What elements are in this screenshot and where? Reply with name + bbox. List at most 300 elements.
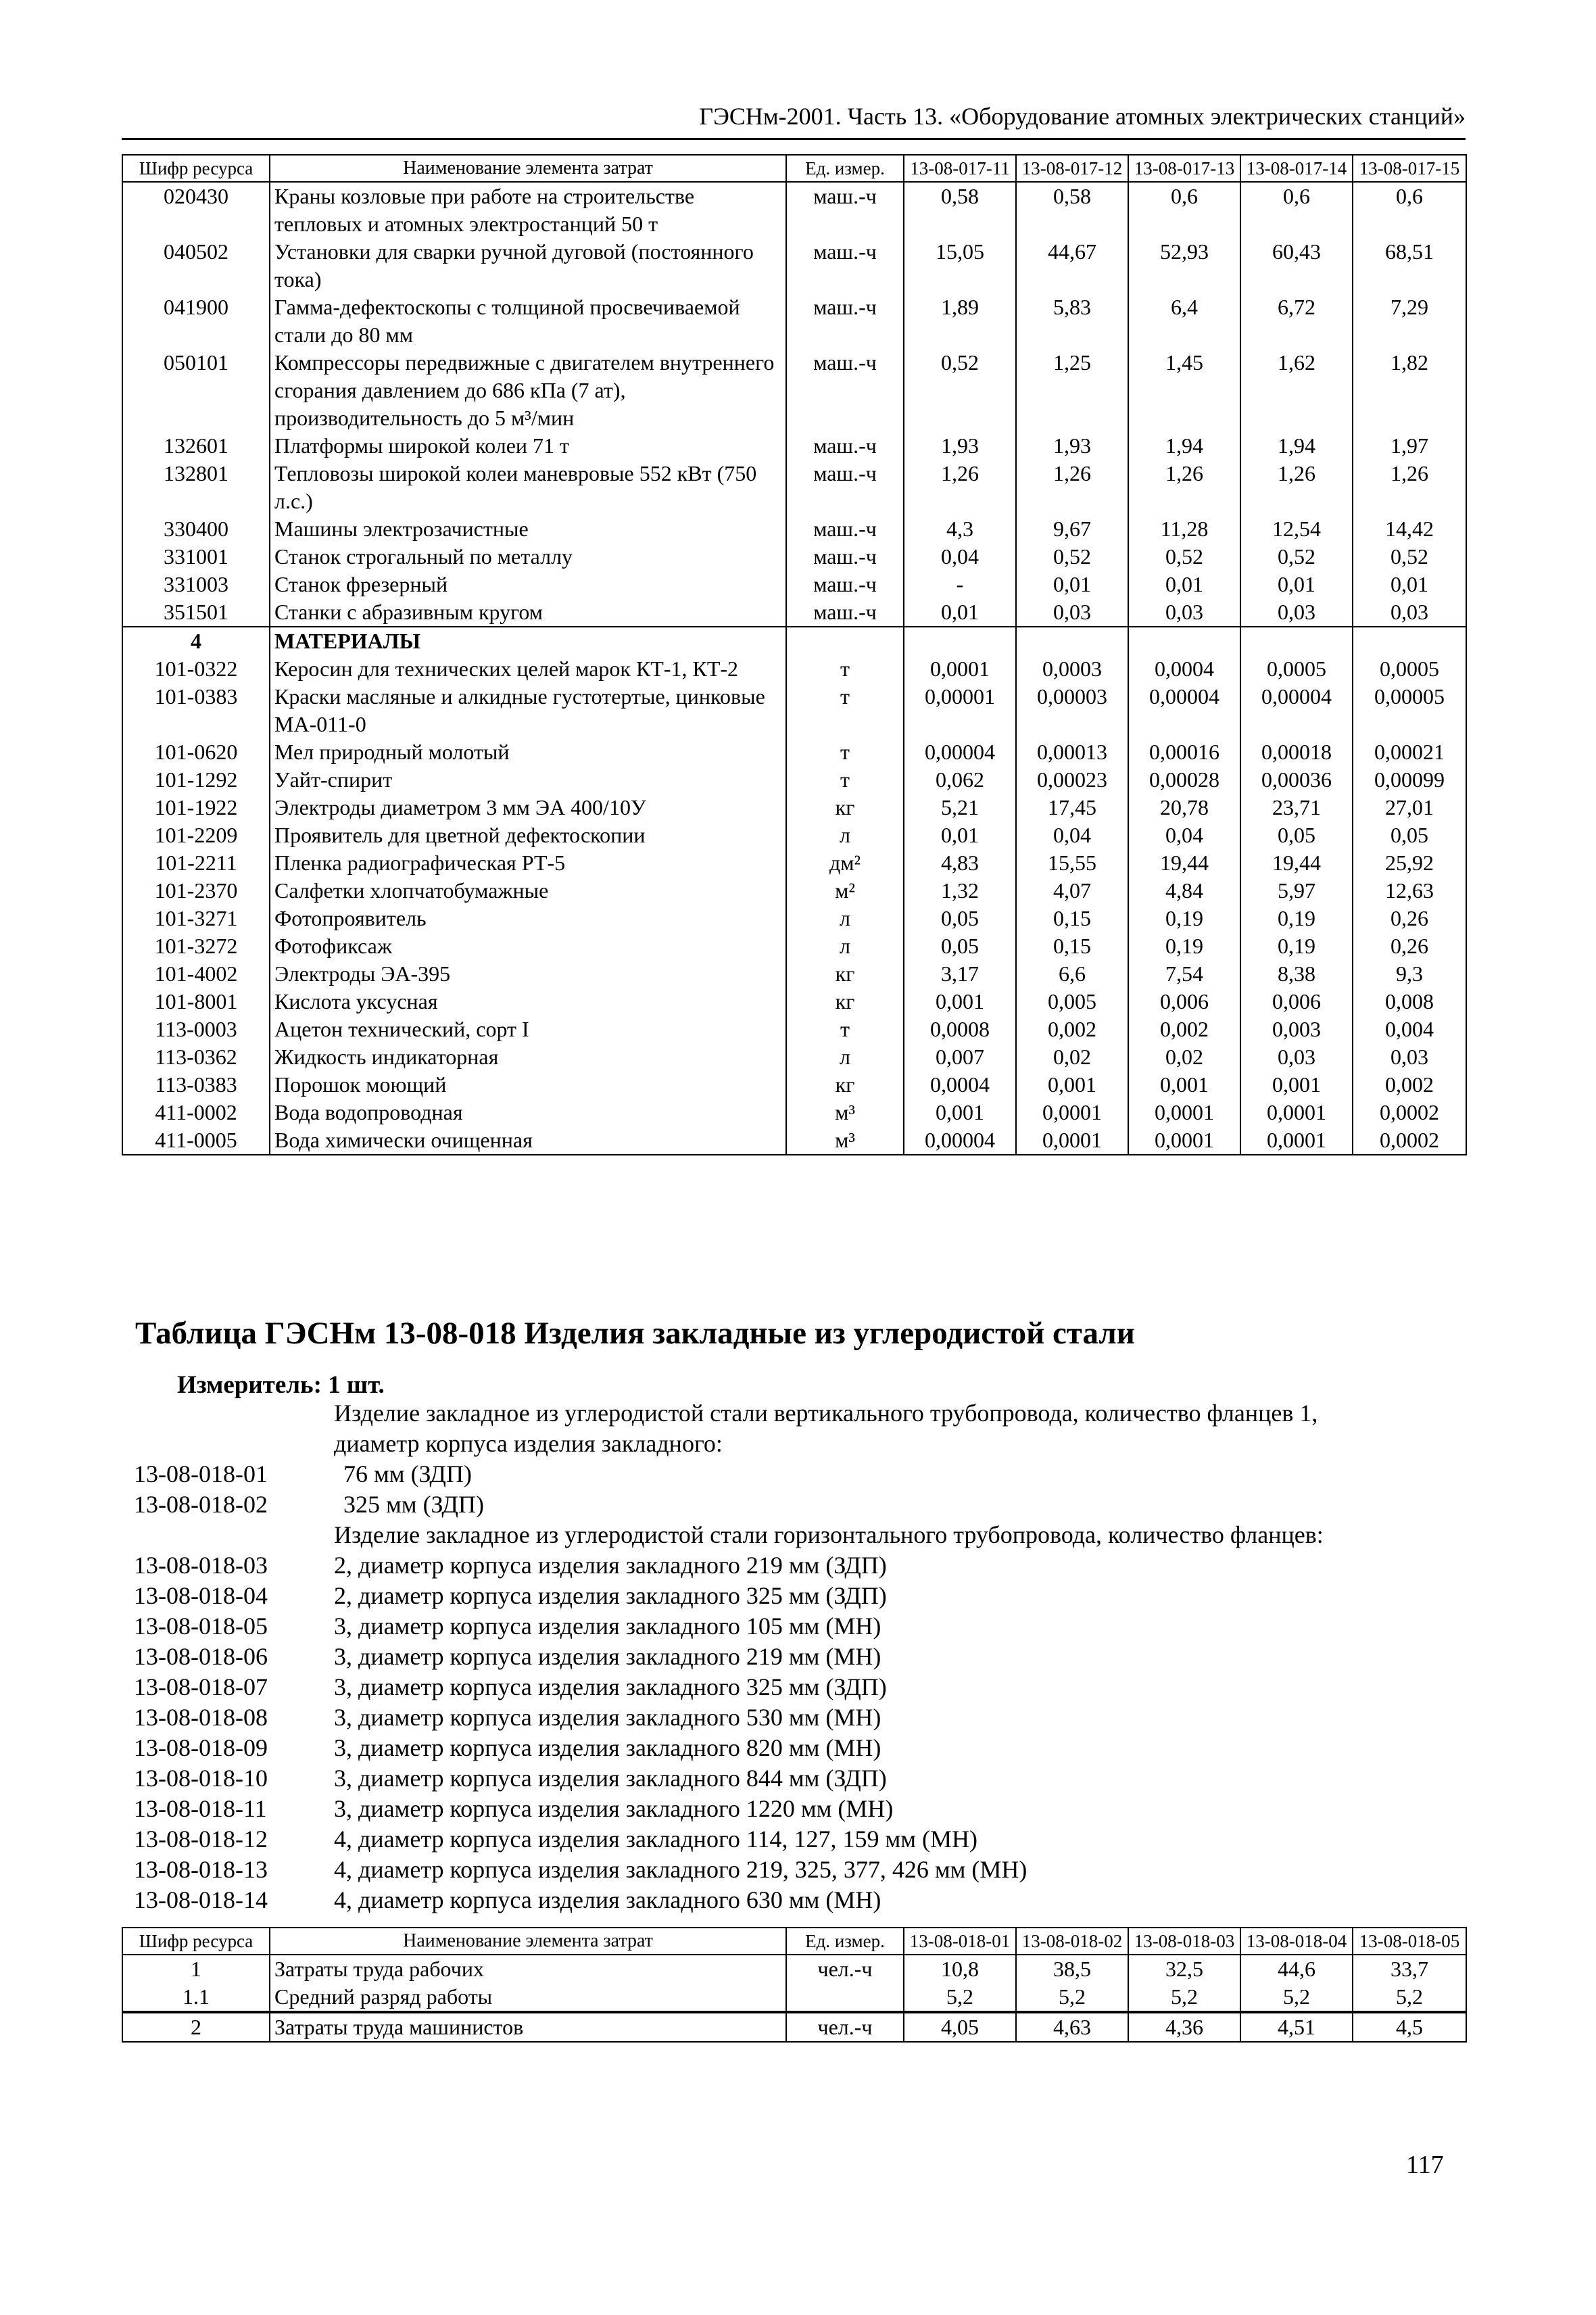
header-unit: Ед. измер. bbox=[786, 155, 904, 182]
row-value-3: 0,002 bbox=[1128, 1016, 1240, 1043]
row-value-1: 0,00004 bbox=[904, 1126, 1016, 1155]
row-name: Жидкость индикаторная bbox=[270, 1043, 786, 1071]
row-value-2: 0,0003 bbox=[1016, 655, 1128, 683]
row-value-1: 0,0004 bbox=[904, 1071, 1016, 1099]
row-value-1: 1,32 bbox=[904, 877, 1016, 905]
row-name: Тепловозы широкой колеи маневровые 552 кВт (750 л.с.) bbox=[270, 460, 786, 515]
spec-item-text: 3, диаметр корпуса изделия закладного 820 мм (МН) bbox=[334, 1734, 881, 1761]
table-title: Таблица ГЭСНм 13-08-018 Изделия закладные из углеродистой стали bbox=[135, 1316, 1135, 1351]
row-name: Машины электрозачистные bbox=[270, 515, 786, 543]
spec-item-code: 13-08-018-11 bbox=[134, 1795, 267, 1822]
spec-item bbox=[134, 1672, 1466, 1702]
section-empty-cell bbox=[904, 627, 1016, 655]
row-value-2: 0,01 bbox=[1016, 571, 1128, 598]
row-value-4: 5,97 bbox=[1240, 877, 1353, 905]
spec-item-code: 13-08-018-09 bbox=[134, 1734, 268, 1761]
row-value-3: 0,0001 bbox=[1128, 1099, 1240, 1126]
spec-item-code: 13-08-018-14 bbox=[134, 1886, 268, 1913]
row-code: 101-4002 bbox=[122, 960, 270, 988]
row-value-5: 7,29 bbox=[1353, 293, 1466, 349]
header-unit: Ед. измер. bbox=[786, 1928, 904, 1955]
table-row bbox=[122, 349, 1466, 432]
row-value-1: 0,007 bbox=[904, 1043, 1016, 1071]
row-value-4: 4,51 bbox=[1240, 2012, 1353, 2042]
row-value-5: 0,00005 bbox=[1353, 683, 1466, 738]
row-value-3: 19,44 bbox=[1128, 849, 1240, 877]
header-col-4: 13-08-018-04 bbox=[1240, 1928, 1353, 1955]
spec-item-code: 13-08-018-08 bbox=[134, 1704, 268, 1731]
row-unit: маш.-ч bbox=[786, 349, 904, 432]
row-code: 101-3272 bbox=[122, 932, 270, 960]
row-unit: т bbox=[786, 683, 904, 738]
row-value-3: 1,94 bbox=[1128, 432, 1240, 460]
table-row bbox=[122, 293, 1466, 349]
row-value-5: 0,002 bbox=[1353, 1071, 1466, 1099]
row-value-3: 6,4 bbox=[1128, 293, 1240, 349]
row-value-4: 0,00036 bbox=[1240, 766, 1353, 794]
row-value-4: 1,62 bbox=[1240, 349, 1353, 432]
row-code: 101-3271 bbox=[122, 905, 270, 932]
row-name: Станок фрезерный bbox=[270, 571, 786, 598]
row-value-1: 0,05 bbox=[904, 932, 1016, 960]
table-header-row bbox=[122, 1928, 1466, 1955]
row-value-1: 4,05 bbox=[904, 2012, 1016, 2042]
row-name: Станки с абразивным кругом bbox=[270, 598, 786, 627]
row-value-4: 0,003 bbox=[1240, 1016, 1353, 1043]
item-specification-list bbox=[134, 1398, 1466, 1915]
resource-rows bbox=[122, 182, 1466, 1155]
row-value-2: 0,0001 bbox=[1016, 1126, 1128, 1155]
table-row bbox=[122, 2012, 1466, 2042]
row-value-4: 0,01 bbox=[1240, 571, 1353, 598]
row-unit: маш.-ч bbox=[786, 460, 904, 515]
spec-item bbox=[134, 1611, 1466, 1642]
row-value-4: 0,6 bbox=[1240, 182, 1353, 238]
row-value-2: 1,26 bbox=[1016, 460, 1128, 515]
row-value-4: 12,54 bbox=[1240, 515, 1353, 543]
section-row bbox=[122, 627, 1466, 655]
spec-item-text: 3, диаметр корпуса изделия закладного 844 мм (ЗДП) bbox=[334, 1765, 887, 1792]
spec-item bbox=[134, 1642, 1466, 1672]
row-unit: т bbox=[786, 738, 904, 766]
spec-item bbox=[134, 1489, 1466, 1520]
spec-item-code: 13-08-018-04 bbox=[134, 1582, 268, 1609]
row-name: Керосин для технических целей марок КТ-1, КТ-2 bbox=[270, 655, 786, 683]
row-value-3: 0,03 bbox=[1128, 598, 1240, 627]
row-value-2: 17,45 bbox=[1016, 794, 1128, 821]
row-value-1: 0,0001 bbox=[904, 655, 1016, 683]
row-value-3: 0,02 bbox=[1128, 1043, 1240, 1071]
row-code: 041900 bbox=[122, 293, 270, 349]
row-value-1: 0,00001 bbox=[904, 683, 1016, 738]
spec-item-text: 3, диаметр корпуса изделия закладного 530 мм (МН) bbox=[334, 1704, 881, 1731]
row-value-5: 1,97 bbox=[1353, 432, 1466, 460]
header-col-5: 13-08-018-05 bbox=[1353, 1928, 1466, 1955]
row-value-2: 1,25 bbox=[1016, 349, 1128, 432]
table-row bbox=[122, 738, 1466, 766]
row-value-3: 0,52 bbox=[1128, 543, 1240, 571]
row-name: Порошок моющий bbox=[270, 1071, 786, 1099]
header-col-3: 13-08-018-03 bbox=[1128, 1928, 1240, 1955]
row-value-3: 4,36 bbox=[1128, 2012, 1240, 2042]
row-unit: дм² bbox=[786, 849, 904, 877]
spec-item bbox=[134, 1581, 1466, 1611]
row-value-1: 0,05 bbox=[904, 905, 1016, 932]
section-empty-cell bbox=[786, 627, 904, 655]
spec-item-code: 13-08-018-01 bbox=[134, 1460, 268, 1487]
row-value-5: 0,004 bbox=[1353, 1016, 1466, 1043]
row-value-3: 4,84 bbox=[1128, 877, 1240, 905]
row-value-2: 0,15 bbox=[1016, 932, 1128, 960]
table-row bbox=[122, 1071, 1466, 1099]
row-value-2: 5,2 bbox=[1016, 1983, 1128, 2012]
spec-item-text: 4, диаметр корпуса изделия закладного 630 мм (МН) bbox=[334, 1886, 881, 1913]
row-name: Ацетон технический, сорт I bbox=[270, 1016, 786, 1043]
row-unit: маш.-ч bbox=[786, 432, 904, 460]
spec-item-text: 4, диаметр корпуса изделия закладного 219, 325, 377, 426 мм (МН) bbox=[334, 1856, 1027, 1883]
row-value-1: 5,2 bbox=[904, 1983, 1016, 2012]
table-row bbox=[122, 849, 1466, 877]
row-value-2: 6,6 bbox=[1016, 960, 1128, 988]
spec-item bbox=[134, 1824, 1466, 1855]
group1-intro-line-1: Изделие закладное из углеродистой стали вертикального трубопровода, количество фланцев 1, bbox=[334, 1400, 1318, 1427]
spec-item bbox=[134, 1885, 1466, 1915]
row-unit: чел.-ч bbox=[786, 1955, 904, 1983]
row-code: 101-1292 bbox=[122, 766, 270, 794]
table-row bbox=[122, 238, 1466, 293]
row-value-1: 0,001 bbox=[904, 988, 1016, 1016]
row-name: Фотопроявитель bbox=[270, 905, 786, 932]
row-code: 020430 bbox=[122, 182, 270, 238]
row-name: Фотофиксаж bbox=[270, 932, 786, 960]
page-number: 117 bbox=[1406, 2151, 1444, 2179]
row-unit: маш.-ч bbox=[786, 598, 904, 627]
row-value-1: 15,05 bbox=[904, 238, 1016, 293]
spec-item-code: 13-08-018-12 bbox=[134, 1825, 268, 1853]
row-unit: маш.-ч bbox=[786, 515, 904, 543]
spec-item bbox=[134, 1459, 1466, 1489]
row-unit: л bbox=[786, 1043, 904, 1071]
row-unit: т bbox=[786, 655, 904, 683]
row-value-2: 0,0001 bbox=[1016, 1099, 1128, 1126]
row-code: 113-0003 bbox=[122, 1016, 270, 1043]
labor-rows bbox=[122, 1955, 1466, 2042]
row-name: Уайт-спирит bbox=[270, 766, 786, 794]
row-value-4: 0,03 bbox=[1240, 1043, 1353, 1071]
row-code: 1 bbox=[122, 1955, 270, 1983]
row-value-5: 9,3 bbox=[1353, 960, 1466, 988]
spec-item-code: 13-08-018-13 bbox=[134, 1856, 268, 1883]
row-value-2: 0,02 bbox=[1016, 1043, 1128, 1071]
row-value-1: 4,83 bbox=[904, 849, 1016, 877]
spec-item-text: 3, диаметр корпуса изделия закладного 325 мм (ЗДП) bbox=[334, 1673, 887, 1700]
row-name: Салфетки хлопчатобумажные bbox=[270, 877, 786, 905]
row-code: 411-0005 bbox=[122, 1126, 270, 1155]
row-value-5: 0,6 bbox=[1353, 182, 1466, 238]
row-code: 1.1 bbox=[122, 1983, 270, 2012]
row-value-4: 0,00004 bbox=[1240, 683, 1353, 738]
row-unit: маш.-ч bbox=[786, 238, 904, 293]
row-value-1: 3,17 bbox=[904, 960, 1016, 988]
row-value-1: 1,89 bbox=[904, 293, 1016, 349]
row-value-1: 0,04 bbox=[904, 543, 1016, 571]
row-unit: маш.-ч bbox=[786, 182, 904, 238]
row-value-5: 0,01 bbox=[1353, 571, 1466, 598]
row-value-1: - bbox=[904, 571, 1016, 598]
row-value-4: 1,94 bbox=[1240, 432, 1353, 460]
row-value-1: 0,01 bbox=[904, 598, 1016, 627]
spec-item-text: 3, диаметр корпуса изделия закладного 105 мм (МН) bbox=[334, 1613, 881, 1640]
table-row bbox=[122, 821, 1466, 849]
table-row bbox=[122, 598, 1466, 627]
table-row bbox=[122, 515, 1466, 543]
row-code: 101-2211 bbox=[122, 849, 270, 877]
spec-item-text: 3, диаметр корпуса изделия закладного 1220 мм (МН) bbox=[334, 1795, 894, 1822]
row-value-5: 12,63 bbox=[1353, 877, 1466, 905]
row-value-5: 1,26 bbox=[1353, 460, 1466, 515]
row-value-2: 0,001 bbox=[1016, 1071, 1128, 1099]
table-row bbox=[122, 1016, 1466, 1043]
row-value-3: 0,19 bbox=[1128, 905, 1240, 932]
row-name: Вода химически очищенная bbox=[270, 1126, 786, 1155]
table-row bbox=[122, 1126, 1466, 1155]
header-col-2: 13-08-017-12 bbox=[1016, 155, 1128, 182]
row-value-3: 5,2 bbox=[1128, 1983, 1240, 2012]
spec-item bbox=[134, 1855, 1466, 1885]
spec-item-text: 2, диаметр корпуса изделия закладного 219 мм (ЗДП) bbox=[334, 1552, 887, 1579]
header-col-3: 13-08-017-13 bbox=[1128, 155, 1240, 182]
row-value-5: 0,0005 bbox=[1353, 655, 1466, 683]
row-name: Установки для сварки ручной дуговой (постоянного тока) bbox=[270, 238, 786, 293]
row-value-5: 0,008 bbox=[1353, 988, 1466, 1016]
row-unit: кг bbox=[786, 794, 904, 821]
row-value-3: 0,00004 bbox=[1128, 683, 1240, 738]
row-value-3: 0,04 bbox=[1128, 821, 1240, 849]
row-value-5: 0,03 bbox=[1353, 1043, 1466, 1071]
row-unit: кг bbox=[786, 1071, 904, 1099]
row-value-2: 9,67 bbox=[1016, 515, 1128, 543]
row-value-5: 0,03 bbox=[1353, 598, 1466, 627]
row-name: Вода водопроводная bbox=[270, 1099, 786, 1126]
row-code: 101-0383 bbox=[122, 683, 270, 738]
row-value-2: 0,58 bbox=[1016, 182, 1128, 238]
table-header-row bbox=[122, 155, 1466, 182]
row-value-2: 0,52 bbox=[1016, 543, 1128, 571]
table-row bbox=[122, 655, 1466, 683]
spec-item bbox=[134, 1733, 1466, 1763]
row-value-4: 8,38 bbox=[1240, 960, 1353, 988]
table-row bbox=[122, 432, 1466, 460]
row-name: Проявитель для цветной дефектоскопии bbox=[270, 821, 786, 849]
row-value-4: 19,44 bbox=[1240, 849, 1353, 877]
row-value-3: 0,00016 bbox=[1128, 738, 1240, 766]
row-value-1: 4,3 bbox=[904, 515, 1016, 543]
header-col-2: 13-08-018-02 bbox=[1016, 1928, 1128, 1955]
row-unit: маш.-ч bbox=[786, 571, 904, 598]
table-row bbox=[122, 1983, 1466, 2012]
row-name: Компрессоры передвижные с двигателем внутреннего сгорания давлением до 686 кПа (7 ат), производительность до 5 м³/мин bbox=[270, 349, 786, 432]
header-code: Шифр ресурса bbox=[122, 155, 270, 182]
row-value-4: 0,19 bbox=[1240, 932, 1353, 960]
row-value-2: 0,005 bbox=[1016, 988, 1128, 1016]
row-value-5: 0,0002 bbox=[1353, 1126, 1466, 1155]
table-row bbox=[122, 543, 1466, 571]
row-unit: л bbox=[786, 932, 904, 960]
row-value-3: 0,0004 bbox=[1128, 655, 1240, 683]
header-col-1: 13-08-017-11 bbox=[904, 155, 1016, 182]
row-value-2: 44,67 bbox=[1016, 238, 1128, 293]
row-value-5: 0,26 bbox=[1353, 932, 1466, 960]
row-code: 101-0322 bbox=[122, 655, 270, 683]
row-value-2: 4,63 bbox=[1016, 2012, 1128, 2042]
table-row bbox=[122, 766, 1466, 794]
row-name: Пленка радиографическая РТ-5 bbox=[270, 849, 786, 877]
header-code: Шифр ресурса bbox=[122, 1928, 270, 1955]
row-code: 331003 bbox=[122, 571, 270, 598]
spec-item-text: 3, диаметр корпуса изделия закладного 219 мм (МН) bbox=[334, 1643, 881, 1670]
row-unit: маш.-ч bbox=[786, 543, 904, 571]
row-unit: л bbox=[786, 821, 904, 849]
table-row bbox=[122, 932, 1466, 960]
row-code: 411-0002 bbox=[122, 1099, 270, 1126]
row-name: Затраты труда машинистов bbox=[270, 2012, 786, 2042]
row-value-1: 10,8 bbox=[904, 1955, 1016, 1983]
row-value-3: 0,0001 bbox=[1128, 1126, 1240, 1155]
row-value-5: 5,2 bbox=[1353, 1983, 1466, 2012]
row-value-2: 0,00003 bbox=[1016, 683, 1128, 738]
group1-items bbox=[134, 1459, 1466, 1520]
row-value-2: 0,00013 bbox=[1016, 738, 1128, 766]
row-code: 331001 bbox=[122, 543, 270, 571]
row-code: 101-2370 bbox=[122, 877, 270, 905]
row-value-5: 0,00021 bbox=[1353, 738, 1466, 766]
row-value-5: 25,92 bbox=[1353, 849, 1466, 877]
spec-item bbox=[134, 1550, 1466, 1581]
resource-table-017 bbox=[122, 154, 1467, 1155]
table-row bbox=[122, 571, 1466, 598]
row-unit bbox=[786, 1983, 904, 2012]
row-value-1: 0,01 bbox=[904, 821, 1016, 849]
row-value-3: 0,6 bbox=[1128, 182, 1240, 238]
row-value-2: 1,93 bbox=[1016, 432, 1128, 460]
row-unit: т bbox=[786, 1016, 904, 1043]
row-value-4: 1,26 bbox=[1240, 460, 1353, 515]
row-code: 113-0362 bbox=[122, 1043, 270, 1071]
row-value-3: 20,78 bbox=[1128, 794, 1240, 821]
row-value-4: 44,6 bbox=[1240, 1955, 1353, 1983]
row-value-5: 0,26 bbox=[1353, 905, 1466, 932]
spec-item bbox=[134, 1702, 1466, 1733]
row-name: Гамма-дефектоскопы с толщиной просвечиваемой стали до 80 мм bbox=[270, 293, 786, 349]
row-code: 330400 bbox=[122, 515, 270, 543]
spec-item-text: 325 мм (ЗДП) bbox=[343, 1491, 484, 1518]
table-row bbox=[122, 1043, 1466, 1071]
row-value-5: 0,05 bbox=[1353, 821, 1466, 849]
table-row bbox=[122, 988, 1466, 1016]
section-empty-cell bbox=[1016, 627, 1128, 655]
section-empty-cell bbox=[1240, 627, 1353, 655]
row-unit: м³ bbox=[786, 1099, 904, 1126]
row-value-4: 5,2 bbox=[1240, 1983, 1353, 2012]
table-row bbox=[122, 1099, 1466, 1126]
row-code: 101-8001 bbox=[122, 988, 270, 1016]
row-value-2: 0,04 bbox=[1016, 821, 1128, 849]
group2-items bbox=[134, 1550, 1466, 1915]
row-code: 101-1922 bbox=[122, 794, 270, 821]
group1-intro-line-2: диаметр корпуса изделия закладного: bbox=[334, 1430, 723, 1457]
row-code: 351501 bbox=[122, 598, 270, 627]
section-empty-cell bbox=[1353, 627, 1466, 655]
row-unit: л bbox=[786, 905, 904, 932]
row-value-1: 0,001 bbox=[904, 1099, 1016, 1126]
table-row bbox=[122, 460, 1466, 515]
row-value-5: 0,0002 bbox=[1353, 1099, 1466, 1126]
spec-item-text: 2, диаметр корпуса изделия закладного 325 мм (ЗДП) bbox=[334, 1582, 887, 1609]
row-value-4: 23,71 bbox=[1240, 794, 1353, 821]
row-value-2: 0,002 bbox=[1016, 1016, 1128, 1043]
row-value-5: 4,5 bbox=[1353, 2012, 1466, 2042]
row-name: Кислота уксусная bbox=[270, 988, 786, 1016]
measurement-unit: Измеритель: 1 шт. bbox=[177, 1371, 385, 1399]
row-code: 101-2209 bbox=[122, 821, 270, 849]
row-code: 132801 bbox=[122, 460, 270, 515]
row-code: 113-0383 bbox=[122, 1071, 270, 1099]
row-name: Краны козловые при работе на строительстве тепловых и атомных электростанций 50 т bbox=[270, 182, 786, 238]
row-value-2: 0,03 bbox=[1016, 598, 1128, 627]
row-value-1: 0,0008 bbox=[904, 1016, 1016, 1043]
row-value-2: 15,55 bbox=[1016, 849, 1128, 877]
row-name: Станок строгальный по металлу bbox=[270, 543, 786, 571]
spec-item bbox=[134, 1794, 1466, 1824]
row-unit: м² bbox=[786, 877, 904, 905]
section-code: 4 bbox=[122, 627, 270, 655]
row-unit: кг bbox=[786, 988, 904, 1016]
header-rule bbox=[122, 138, 1466, 140]
row-value-1: 0,58 bbox=[904, 182, 1016, 238]
row-name: Платформы широкой колеи 71 т bbox=[270, 432, 786, 460]
table-row bbox=[122, 1955, 1466, 1983]
row-value-3: 0,00028 bbox=[1128, 766, 1240, 794]
row-value-4: 0,05 bbox=[1240, 821, 1353, 849]
row-name: Электроды ЭА-395 bbox=[270, 960, 786, 988]
row-unit: т bbox=[786, 766, 904, 794]
row-unit: м³ bbox=[786, 1126, 904, 1155]
spec-item-code: 13-08-018-06 bbox=[134, 1643, 268, 1670]
row-value-2: 0,00023 bbox=[1016, 766, 1128, 794]
header-col-5: 13-08-017-15 bbox=[1353, 155, 1466, 182]
spec-item-text: 76 мм (ЗДП) bbox=[343, 1460, 472, 1487]
row-name: Мел природный молотый bbox=[270, 738, 786, 766]
spec-item bbox=[134, 1763, 1466, 1794]
row-value-4: 0,19 bbox=[1240, 905, 1353, 932]
row-unit: кг bbox=[786, 960, 904, 988]
row-value-3: 0,001 bbox=[1128, 1071, 1240, 1099]
spec-item-code: 13-08-018-07 bbox=[134, 1673, 268, 1700]
row-value-4: 0,001 bbox=[1240, 1071, 1353, 1099]
row-value-5: 14,42 bbox=[1353, 515, 1466, 543]
table-row bbox=[122, 960, 1466, 988]
row-value-3: 7,54 bbox=[1128, 960, 1240, 988]
header-name: Наименование элемента затрат bbox=[270, 1928, 786, 1955]
row-value-2: 0,15 bbox=[1016, 905, 1128, 932]
row-value-4: 60,43 bbox=[1240, 238, 1353, 293]
row-value-3: 1,45 bbox=[1128, 349, 1240, 432]
row-name: Краски масляные и алкидные густотертые, цинковые МА-011-0 bbox=[270, 683, 786, 738]
row-code: 101-0620 bbox=[122, 738, 270, 766]
spec-item-code: 13-08-018-03 bbox=[134, 1552, 268, 1579]
row-value-4: 0,00018 bbox=[1240, 738, 1353, 766]
row-value-2: 5,83 bbox=[1016, 293, 1128, 349]
